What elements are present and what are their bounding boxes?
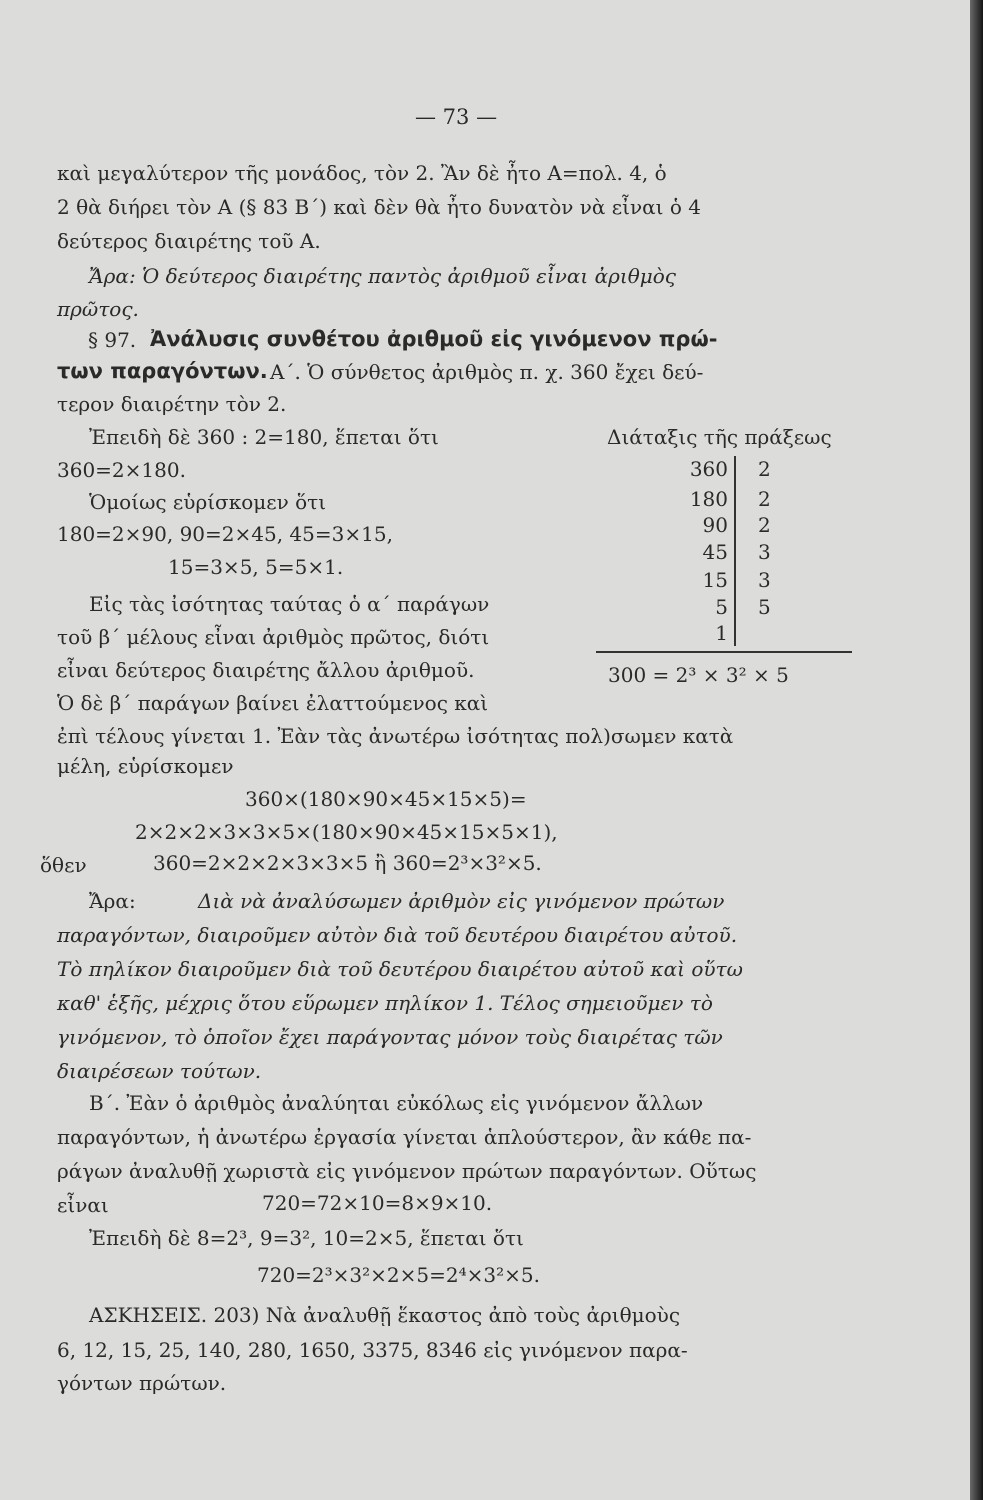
divisor: 2 bbox=[758, 513, 771, 537]
rule-text: διαιρέσεων τούτων. bbox=[57, 1059, 262, 1083]
division-table-header: Διάταξις τῆς πράξεως bbox=[607, 425, 832, 449]
table-divider bbox=[734, 456, 736, 646]
page-edge-shadow bbox=[970, 0, 983, 1500]
divisor: 5 bbox=[758, 595, 771, 619]
text-line: Α΄. Ὁ σύνθετος ἀριθμὸς π. χ. 360 ἔχει δεύ- bbox=[270, 360, 704, 384]
dividend: 1 bbox=[715, 621, 728, 645]
text-line: Ἄρα: Ὁ δεύτερος διαιρέτης παντὸς ἀριθμοῦ εἶναι ἀριθμὸς bbox=[89, 264, 676, 288]
text-line: 2 θὰ διήρει τὸν Α (§ 83 Β΄) καὶ δὲν θὰ ἦτο δυνατὸν νὰ εἶναι ὁ 4 bbox=[57, 195, 701, 219]
divisor: 3 bbox=[758, 568, 771, 592]
text-line: παραγόντων, ἡ ἀνωτέρω ἐργασία γίνεται ἁπλούστερον, ἂν κάθε πα- bbox=[57, 1125, 752, 1149]
text-line: τοῦ β΄ μέλους εἶναι ἀριθμὸς πρῶτος, διότι bbox=[57, 625, 490, 649]
section-number: § 97. bbox=[88, 328, 137, 352]
text-line: δεύτερος διαιρέτης τοῦ Α. bbox=[57, 229, 321, 253]
rule-text: Διὰ νὰ ἀναλύσωμεν ἀριθμὸν εἰς γινόμενον πρώτων bbox=[198, 889, 725, 913]
equation: 360×(180×90×45×15×5)= bbox=[245, 787, 527, 811]
divisor: 2 bbox=[758, 457, 771, 481]
text-line: ράγων ἀναλυθῇ χωριστὰ εἰς γινόμενον πρώτων παραγόντων. Οὕτως bbox=[57, 1159, 757, 1183]
dividend: 45 bbox=[702, 540, 728, 564]
equation: 15=3×5, 5=5×1. bbox=[168, 555, 344, 579]
dividend: 15 bbox=[702, 568, 728, 592]
text-line: Ὁμοίως εὑρίσκομεν ὅτι bbox=[89, 490, 327, 514]
section-title-cont: των παραγόντων. bbox=[57, 359, 268, 383]
text-line: πρῶτος. bbox=[57, 297, 139, 321]
text-line: Β΄. Ἐὰν ὁ ἀριθμὸς ἀναλύηται εὐκόλως εἰς γινόμενον ἄλλων bbox=[89, 1091, 704, 1115]
page-number: — 73 — bbox=[415, 105, 498, 129]
equation: 360=2×2×2×3×3×5 ἢ 360=2³×3²×5. bbox=[153, 851, 542, 875]
text-line: ὅθεν bbox=[40, 853, 87, 877]
text-line: Ἐπειδὴ δὲ 8=2³, 9=3², 10=2×5, ἕπεται ὅτι bbox=[89, 1226, 524, 1250]
text-line: Ἄρα: bbox=[89, 889, 136, 913]
rule-text: Τὸ πηλίκον διαιροῦμεν διὰ τοῦ δευτέρου διαιρέτου αὐτοῦ καὶ οὕτω bbox=[57, 957, 743, 981]
divisor: 3 bbox=[758, 540, 771, 564]
rule-text: καθ' ἑξῆς, μέχρις ὅτου εὕρωμεν πηλίκον 1. Τέλος σημειοῦμεν τὸ bbox=[57, 991, 713, 1015]
text-line: Εἰς τὰς ἰσότητας ταύτας ὁ α΄ παράγων bbox=[89, 592, 490, 616]
exercises-text: 6, 12, 15, 25, 140, 280, 1650, 3375, 8346 εἰς γινόμενον παρα- bbox=[57, 1338, 688, 1362]
text-line: μέλη, εὑρίσκομεν bbox=[57, 754, 234, 778]
text-line: Ἐπειδὴ δὲ 360 : 2=180, ἕπεται ὅτι bbox=[89, 425, 439, 449]
rule-text: γινόμενον, τὸ ὁποῖον ἔχει παράγοντας μόνον τοὺς διαιρέτας τῶν bbox=[57, 1025, 723, 1049]
divisor: 2 bbox=[758, 487, 771, 511]
equation: 2×2×2×3×3×5×(180×90×45×15×5×1), bbox=[135, 820, 558, 844]
equation: 360=2×180. bbox=[57, 458, 186, 482]
text-line: εἶναι δεύτερος διαιρέτης ἄλλου ἀριθμοῦ. bbox=[57, 658, 475, 682]
text-line: Ὁ δὲ β΄ παράγων βαίνει ἐλαττούμενος καὶ bbox=[57, 691, 489, 715]
equation: 720=2³×3²×2×5=2⁴×3²×5. bbox=[257, 1263, 540, 1287]
dividend: 90 bbox=[702, 513, 728, 537]
equation: 720=72×10=8×9×10. bbox=[262, 1191, 493, 1215]
section-title: Ἀνάλυσις συνθέτου ἀριθμοῦ εἰς γινόμενον πρώ- bbox=[150, 327, 718, 351]
division-table bbox=[670, 452, 870, 650]
rule-text: παραγόντων, διαιροῦμεν αὐτὸν διὰ τοῦ δευτέρου διαιρέτου αὐτοῦ. bbox=[57, 923, 738, 947]
division-result: 300 = 2³ × 3² × 5 bbox=[608, 663, 789, 687]
equation: 180=2×90, 90=2×45, 45=3×15, bbox=[57, 522, 393, 546]
text-line: καὶ μεγαλύτερον τῆς μονάδος, τὸν 2. Ἂν δὲ ἦτο Α=πολ. 4, ὁ bbox=[57, 161, 667, 185]
dividend: 180 bbox=[689, 487, 728, 511]
dividend: 5 bbox=[715, 595, 728, 619]
text-line: τερον διαιρέτην τὸν 2. bbox=[57, 392, 287, 416]
text-line: ἐπὶ τέλους γίνεται 1. Ἐὰν τὰς ἀνωτέρω ἰσότητας πολ)σωμεν κατὰ bbox=[57, 724, 734, 748]
table-underline bbox=[596, 651, 852, 653]
exercises-heading: ΑΣΚΗΣΕΙΣ. 203) Νὰ ἀναλυθῇ ἕκαστος ἀπὸ τοὺς ἀριθμοὺς bbox=[89, 1303, 681, 1327]
text-line: εἶναι bbox=[57, 1193, 109, 1217]
dividend: 360 bbox=[689, 457, 728, 481]
exercises-text: γόντων πρώτων. bbox=[57, 1371, 227, 1395]
